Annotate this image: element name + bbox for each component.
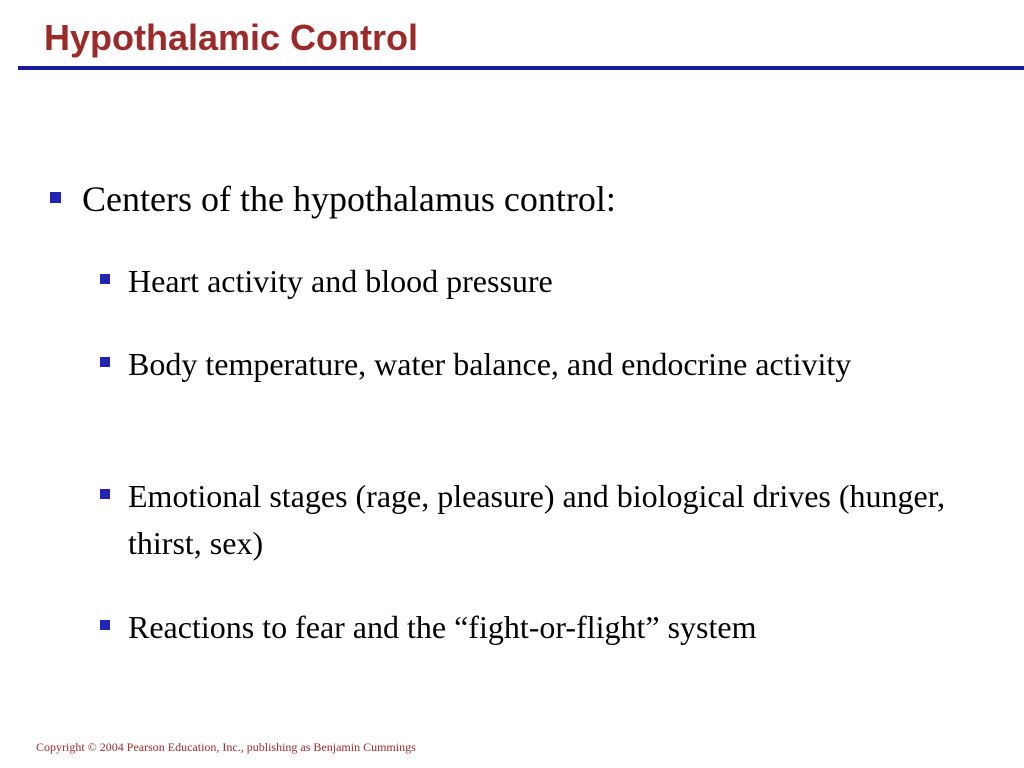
slide-title: Hypothalamic Control: [44, 17, 419, 58]
square-bullet-icon: [100, 357, 110, 367]
bullet-text: Centers of the hypothalamus control:: [82, 179, 616, 219]
sub-bullet-item: [128, 341, 968, 388]
sub-bullet-text: Reactions to fear and the “fight-or-flight” system: [128, 609, 757, 645]
square-bullet-icon: [100, 489, 110, 499]
sub-bullet-item: [128, 473, 968, 567]
sub-bullet-text: Body temperature, water balance, and endocrine activity: [128, 346, 852, 382]
square-bullet-icon: [50, 192, 61, 203]
square-bullet-icon: [100, 620, 110, 630]
sub-bullet-item: [128, 258, 968, 305]
copyright-footer: Copyright © 2004 Pearson Education, Inc., publishing as Benjamin Cummings: [36, 740, 416, 754]
sub-bullet-text: Heart activity and blood pressure: [128, 263, 553, 299]
sub-bullet-item: [128, 604, 968, 651]
square-bullet-icon: [100, 274, 110, 284]
sub-bullet-text: Emotional stages (rage, pleasure) and biological drives (hunger, thirst, sex): [128, 478, 946, 561]
bullet-item: [82, 176, 982, 222]
title-divider: [18, 66, 1024, 70]
